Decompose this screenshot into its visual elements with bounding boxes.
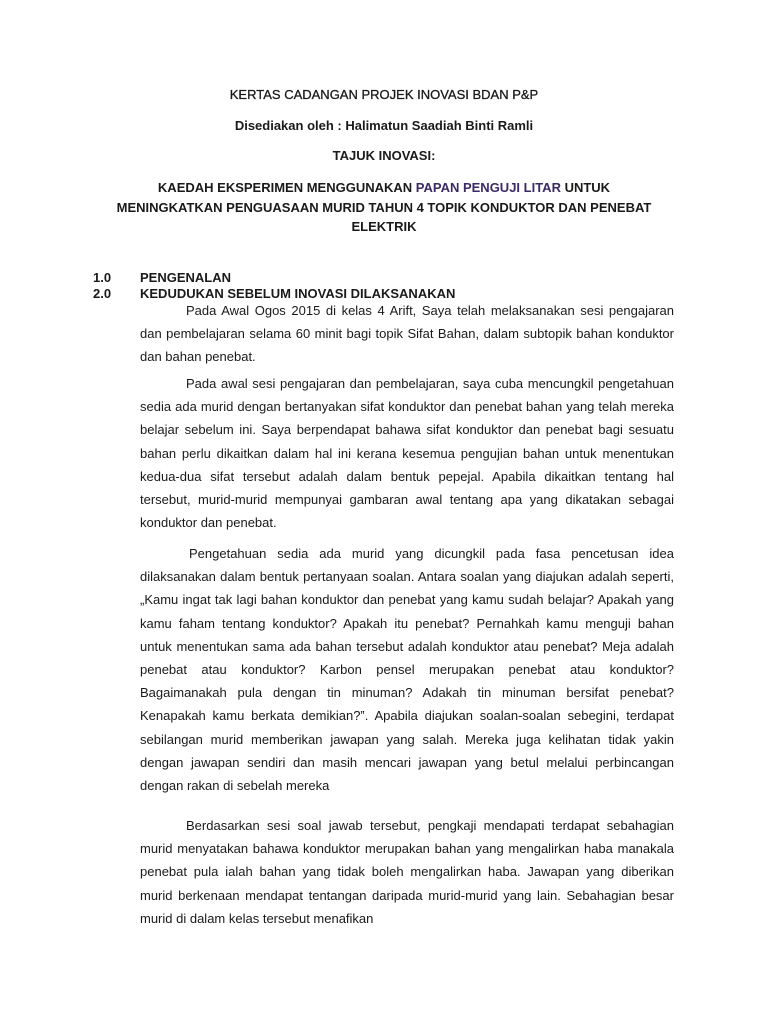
body-paragraph: Berdasarkan sesi soal jawab tersebut, pengkaji mendapati terdapat sebahagian murid menyatakan bahawa konduktor merupakan bahan yang mengalirkan haba manakala penebat pula ialah bahan yang tidak boleh mengalirkan haba. Jawapan yang diberikan murid berkenaan mendapat tentangan daripada murid-murid yang lain. Sebahagian besar murid di dalam kelas tersebut menafikan: [140, 818, 674, 926]
body-paragraph: Pada Awal Ogos 2015 di kelas 4 Arift, Saya telah melaksanakan sesi pengajaran dan pembelajaran selama 60 minit bagi topik Sifat Bahan, dalam subtopik bahan konduktor dan bahan penebat.: [140, 303, 674, 365]
topic-text-part-2: UNTUK MENINGKATKAN PENGUASAAN MURID TAHUN 4 TOPIK KONDUKTOR DAN PENEBAT ELEKTRIK: [116, 180, 652, 234]
innovation-title-heading: TAJUK INOVASI:: [332, 148, 436, 163]
topic-text-part-1: KAEDAH EKSPERIMEN MENGGUNAKAN: [157, 180, 416, 195]
body-paragraph: Pengetahuan sedia ada murid yang dicungkil pada fasa pencetusan idea dilaksanakan dalam bentuk pertanyaan soalan. Antara soalan yang diajukan adalah seperti, „Kamu ingat tak lagi bahan konduktor dan penebat yang kamu sudah belajar? Apakah yang kamu faham tentang konduktor? Apakah itu penebat? Pernahkah kamu menguji bahan untuk menentukan sama ada bahan tersebut adalah konduktor atau penebat? Meja adalah penebat atau konduktor? Karbon pensel merupakan penebat atau konduktor? Bagaimanakah pula dengan tin minuman? Adakah tin minuman bersifat penebat? Kenapakah kamu berkata demikian?‟. Apabila diajukan soalan-soalan sebegini, terdapat sebilangan murid memberikan jawapan yang salah. Mereka juga kelihatan tidak yakin dengan jawapan sendiri dan masih mencari jawapan yang betul melalui perbincangan dengan rakan di sebelah mereka: [140, 546, 674, 794]
body-paragraph: Pada awal sesi pengajaran dan pembelajaran, saya cuba mencungkil pengetahuan sedia ada murid dengan bertanyakan sifat konduktor dan penebat bahan yang telah mereka belajar sebelum ini. Saya berpendapat bahawa sifat konduktor dan penebat bagi sesuatu bahan perlu dikaitkan dalam hal ini kerana kesemua pengujian bahan untuk menentukan kedua-dua sifat tersebut adalah dalam bentuk pepejal. Apabila dikaitkan tentang hal tersebut, murid-murid mempunyai gambaran awal tentang apa yang dikatakan sebagai konduktor dan penebat.: [140, 376, 674, 531]
document-title: KERTAS CADANGAN PROJEK INOVASI BDAN P&P: [229, 87, 539, 102]
prepared-by-line: Disediakan oleh : Halimatun Saadiah Binti Ramli: [234, 118, 534, 133]
section-number: 1.0: [93, 270, 112, 285]
section-heading-introduction: [93, 270, 231, 285]
innovation-topic: [110, 178, 658, 237]
topic-highlight: PAPAN PENGUJI LITAR: [415, 180, 561, 195]
section-number: 2.0: [93, 286, 112, 301]
section-title: KEDUDUKAN SEBELUM INOVASI DILAKSANAKAN: [140, 286, 456, 301]
section-title: PENGENALAN: [140, 270, 232, 285]
